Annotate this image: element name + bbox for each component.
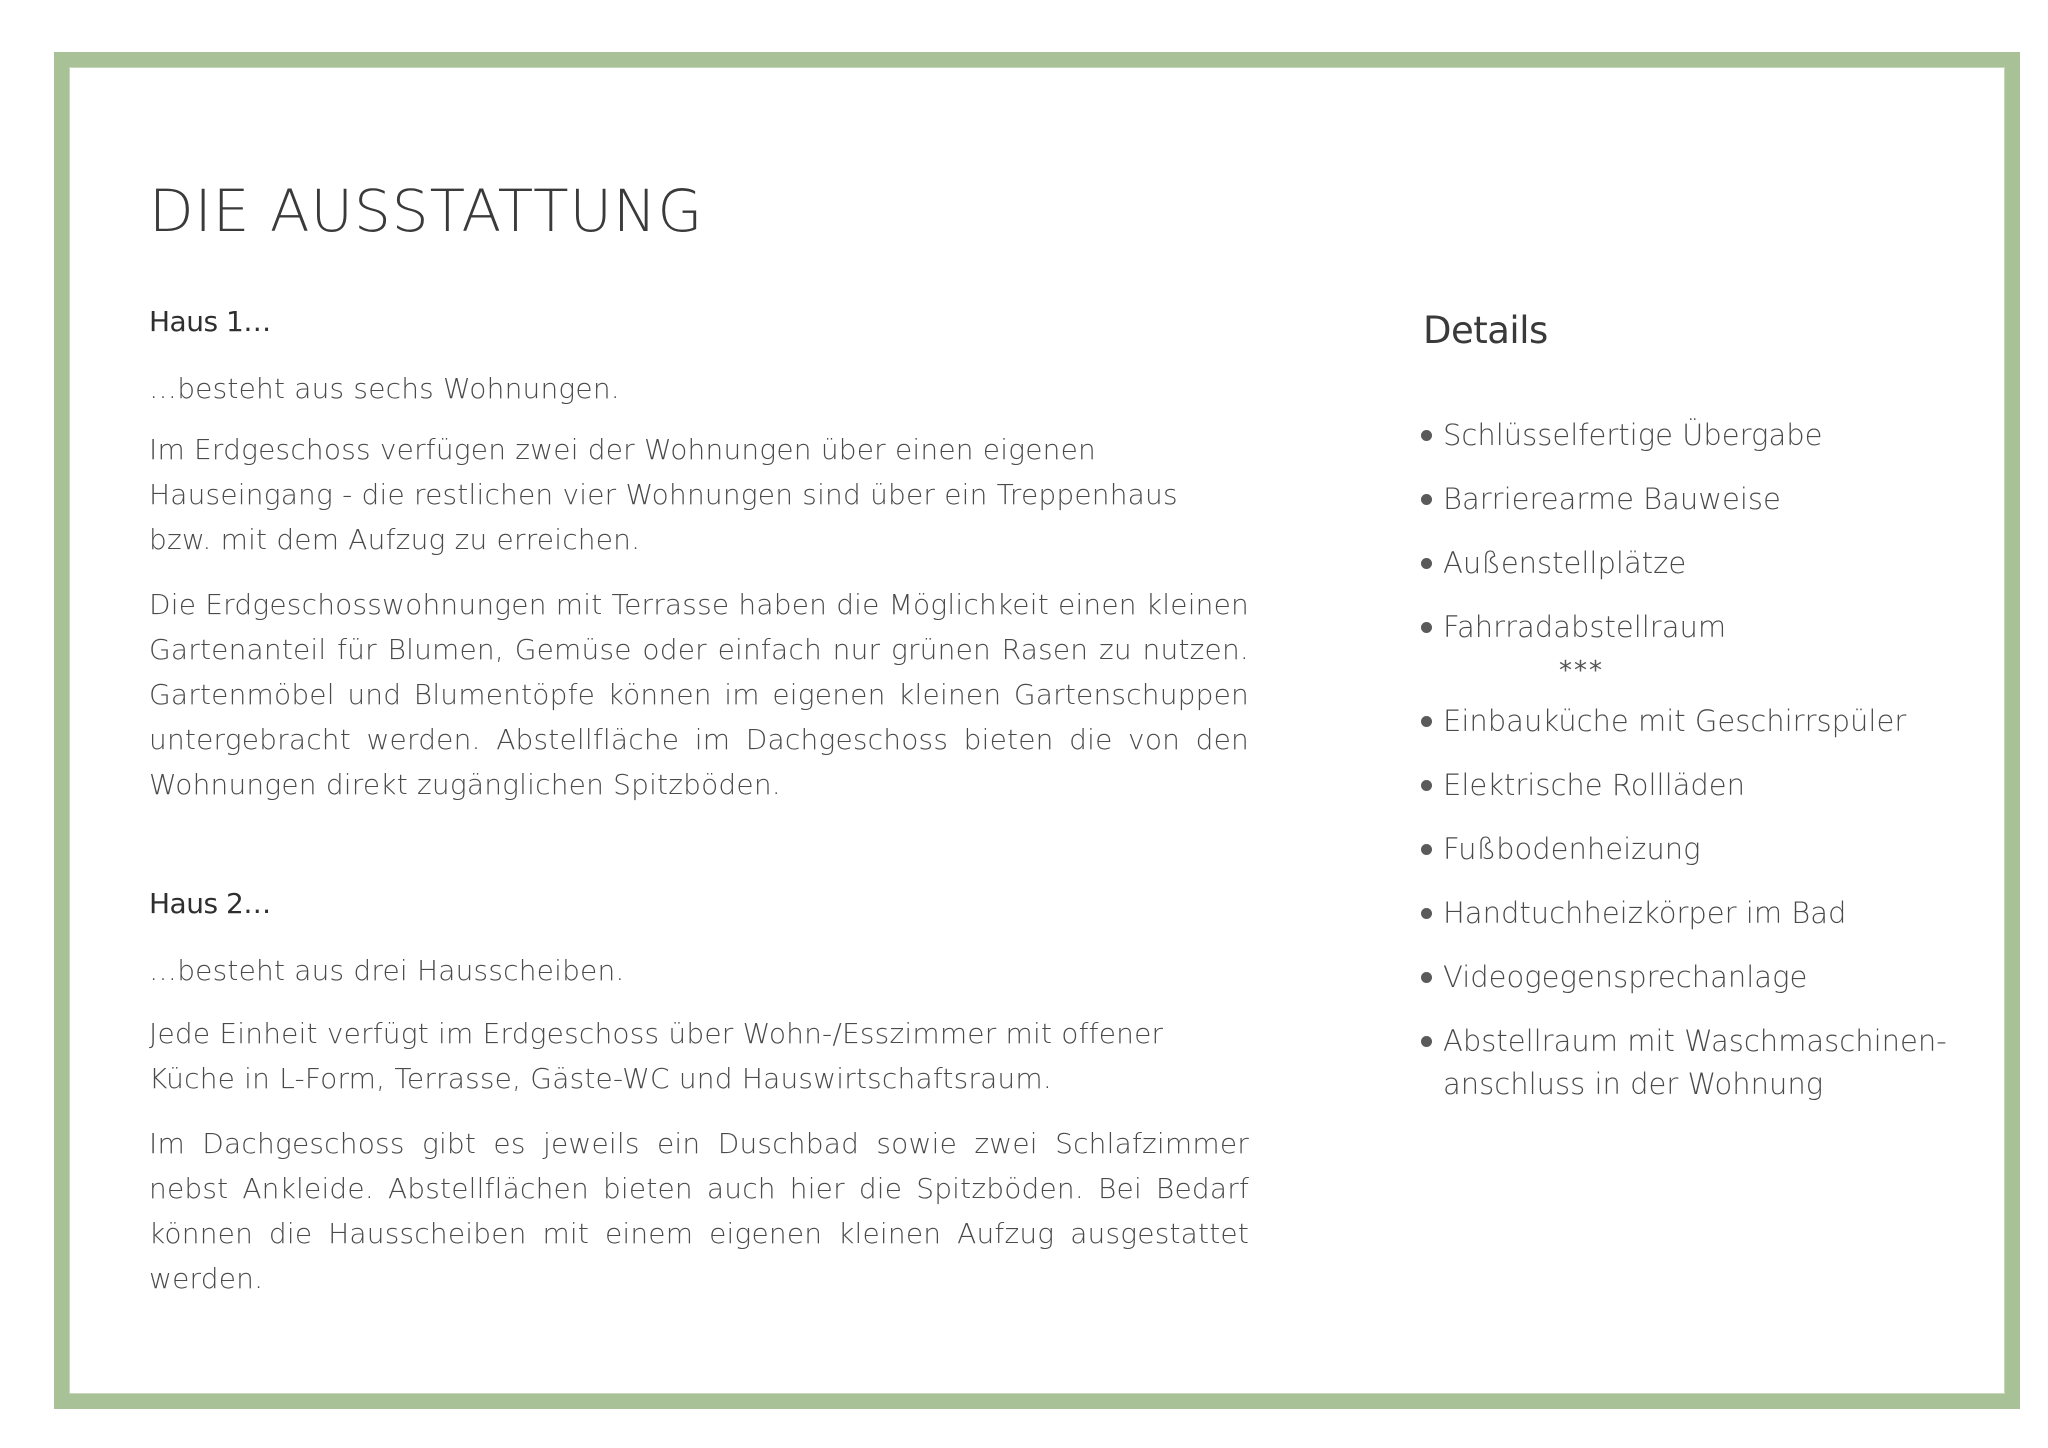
haus1-heading: Haus 1…	[149, 305, 271, 338]
page-title: DIE AUSSTATTUNG	[149, 177, 704, 245]
list-item	[1359, 414, 1979, 457]
bullet-icon	[1421, 494, 1432, 505]
bullet-icon	[1421, 622, 1432, 633]
list-item	[1359, 828, 1979, 871]
haus1-paragraph-1: Im Erdgeschoss verfügen zwei der Wohnungen über einen eigenen Hauseingang - die restlichen vier Wohnungen sind über ein Treppenhaus bzw. mit dem Aufzug zu erreichen.	[149, 433, 1178, 556]
list-item	[1359, 542, 1979, 585]
bullet-icon	[1421, 558, 1432, 569]
detail-label: Fußbodenheizung	[1443, 832, 1701, 866]
bullet-icon	[1421, 1036, 1432, 1047]
details-list-2	[1359, 700, 1979, 1106]
separator-asterisks: ***	[1559, 656, 1604, 686]
details-column	[1359, 309, 1979, 1127]
detail-label: Handtuchheizkörper im Bad	[1443, 896, 1847, 930]
detail-label: Einbauküche mit Geschirrspüler	[1443, 704, 1907, 738]
bullet-icon	[1421, 844, 1432, 855]
left-column	[149, 305, 1249, 1301]
list-item	[1359, 892, 1979, 935]
haus1-intro: …besteht aus sechs Wohnungen.	[149, 372, 620, 405]
detail-label: Videogegensprechanlage	[1443, 960, 1808, 994]
haus2-paragraph-1: Jede Einheit verfügt im Erdgeschoss über Wohn-/Esszimmer mit offener Küche in L-Form, Terrasse, Gäste-WC und Hauswirtschaftsraum.	[149, 1017, 1164, 1095]
list-item	[1359, 478, 1979, 521]
haus1-paragraph-2: Die Erdgeschosswohnungen mit Terrasse haben die Möglichkeit einen kleinen Gartenanteil für Blumen, Gemüse oder einfach nur grünen Rasen zu nutzen. Gartenmöbel und Blumentöpfe können im eigenen kleinen Gartenschuppen untergebracht werden. Abstellfläche im Dachgeschoss bieten die von den Wohnungen direkt zugänglichen Spitzböden.	[149, 588, 1249, 801]
detail-label: Elektrische Rollläden	[1443, 768, 1746, 802]
details-list	[1359, 414, 1979, 649]
haus2-heading: Haus 2…	[149, 887, 271, 920]
list-item	[1359, 606, 1979, 649]
detail-label: Außenstellplätze	[1443, 546, 1687, 580]
detail-label: Barrierearme Bauweise	[1443, 482, 1781, 516]
bullet-icon	[1421, 716, 1432, 727]
list-item	[1359, 1020, 1979, 1106]
bullet-icon	[1421, 430, 1432, 441]
list-item	[1359, 956, 1979, 999]
list-item	[1359, 700, 1979, 743]
bullet-icon	[1421, 780, 1432, 791]
detail-label: Fahrradabstellraum	[1443, 610, 1727, 644]
page-frame	[54, 52, 2020, 1409]
list-item	[1359, 764, 1979, 807]
details-title: Details	[1423, 309, 1548, 352]
haus2-intro: …besteht aus drei Hausscheiben.	[149, 954, 625, 987]
haus2-paragraph-2: Im Dachgeschoss gibt es jeweils ein Duschbad sowie zwei Schlafzimmer nebst Ankleide. Abstellflächen bieten auch hier die Spitzböden. Bei Bedarf können die Hausscheiben mit einem eigenen kleinen Aufzug ausgestattet werden.	[149, 1127, 1249, 1295]
detail-label: Abstellraum mit Waschmaschinen-anschluss in der Wohnung	[1443, 1024, 1947, 1101]
bullet-icon	[1421, 908, 1432, 919]
bullet-icon	[1421, 972, 1432, 983]
detail-label: Schlüsselfertige Übergabe	[1443, 418, 1823, 452]
